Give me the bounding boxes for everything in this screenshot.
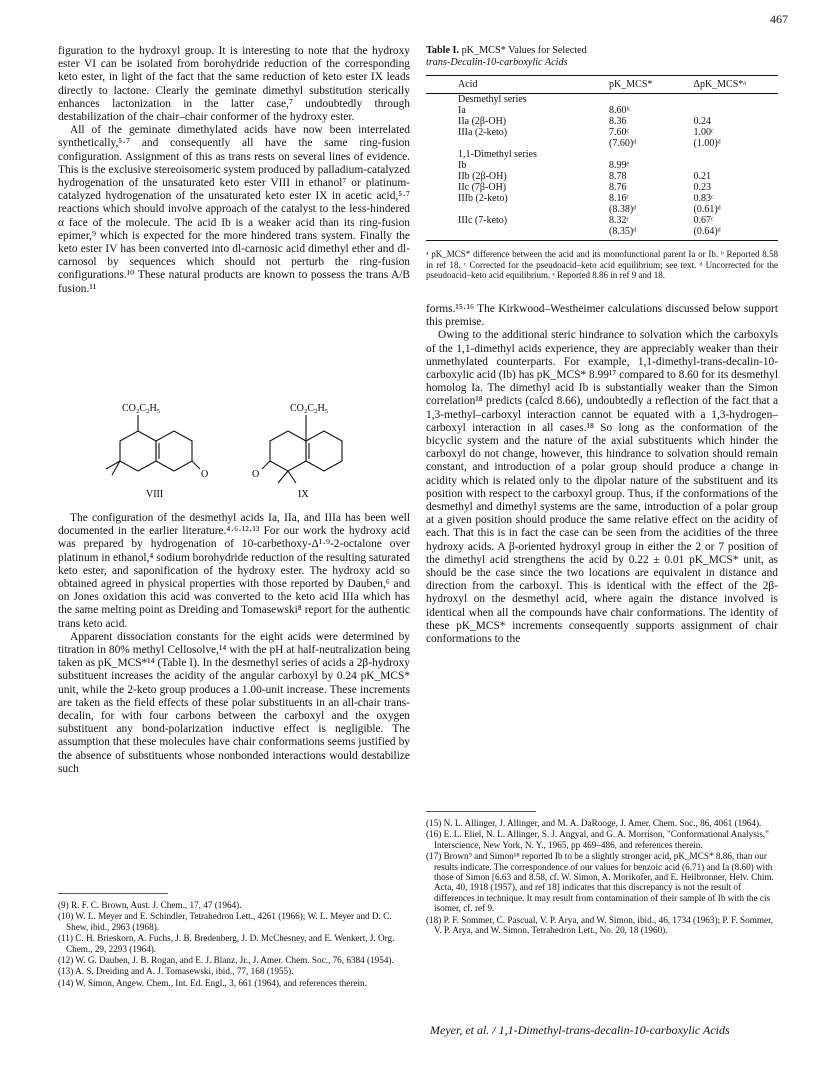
cell-acid: Ib (458, 160, 467, 171)
cell-pk: 8.16ᶜ (609, 193, 630, 204)
cell-dpk: (0.64)ᵈ (694, 226, 778, 241)
table-row (426, 105, 778, 116)
footnote: (13) A. S. Dreiding and A. J. Tomasewski, ibid., 77, 168 (1955). (58, 966, 294, 977)
structure-viii-oxygen: O (201, 469, 209, 480)
table-title (426, 45, 778, 57)
acid-table (426, 75, 778, 241)
paragraph: figuration to the hydroxyl group. It is interesting to note that the hydroxy ester VI can be isolated from borohydride reduction of the corresponding keto ester, in light of the fact that the same reduction of keto ester IX leads directly to lactone. Clearly the geminate dimethyl substitution sterically enhances lactonization in the latter case,⁷ undoubtedly through destabilization of the chair–chair conformer of the hydroxy ester. (58, 45, 410, 124)
cell-dpk: 0.23 (693, 182, 712, 193)
chemical-structures (70, 393, 400, 508)
footnote: (17) Brown⁹ and Simon¹⁸ reported Ib to be a slightly stronger acid, pK_MCS* 8.86, than our results indicate. The correspondence of our values for benzoic acid (6.71) and Ia (8.60) with those of Simon [6.63 and 8.58, cf. W. Simon, A. Morikofer, and E. Heilbronner, Helv. Chim. Acta, 40, 1918 (1957), and ref 18] indicates that this discrepancy is not the result of differences in technique. It may result from contamination of their sample of Ib with the cis isomer, cf. ref 9. (426, 851, 774, 914)
table-1 (426, 45, 778, 281)
structure-ix (262, 415, 342, 483)
footnote: (11) C. H. Brieskorn, A. Fuchs, J. B. Bredenberg, J. D. McChesney, and E. Wenkert, J. Org. Chem., 29, 2293 (1964). (58, 933, 395, 954)
paragraph: Owing to the additional steric hindrance to solvation which the carboxyls of the 1,1-dimethyl acids experience, they are appreciably weaker than their unmethylated counterparts. For example, 1,1-dimethyl-trans-decalin-10-carboxylic acid (Ib) has pK_MCS* 8.99¹⁷ compared to 8.60 for its desmethyl homolog Ia. The dimethyl acid Ib is substantially weaker than the Simon correlation¹⁸ predicts (calcd 8.66), undoubtedly a reflection of the fact that a 1,3-methyl–carboxyl interaction cannot be equated with a 1,3-hydrogen–carboxyl interaction in all cases.¹⁸ So long as the conformation of the bicyclic system and the nature of the axial substituents which hinder the carboxyl do not change, however, this hindrance to solvation should remain constant, and introduction of a polar group should produce a change in acidity which is related only to the dipolar nature of the substituent and its position with respect to the carboxyl group. Thus, if the conformations of the desmethyl and dimethyl systems are the same, introduction of a polar group at a given position should produce the same relative effect on the acidity of each. That this is in fact the case can be seen from the acidities of the three hydroxy acids. A β-oriented hydroxyl group in either the 2 or 7 position of the dimethyl acid strengthens the acid by 0.22 ± 0.01 pK_MCS* unit, as should be the case since the two locations are equivalent in distance and direction from the carboxyl. This is identical with the effect of the 2β-hydroxyl on the desmethyl acid, where again the distance involved is identical when all the compounds have chair conformations. The identity of these pK_MCS* increments consequently supports assignment of chair conformations to the (426, 329, 778, 646)
cell-acid (426, 204, 609, 215)
paragraph: All of the geminate dimethylated acids have now been interrelated synthetically,⁵·⁷ and consequently all have the same ring-fusion configuration. Assignment of this as trans rests on several lines of evidence. This is the exclusive stereoisomeric system produced by palladium-catalyzed hydrogenation of the unsaturated keto ester VIII in ethanol⁷ or platinum-catalyzed hydrogenation of the unsaturated keto ester IX in acetic acid,⁵·⁷ reactions which should involve approach of the catalyst to the less-hindered α face of the molecule. The acid Ib is a weaker acid than its ring-fusion epimer,⁹ which is expected for the more hindered trans system. Finally the keto ester IV has been converted into dl-carnosic acid dimethyl ether and dl-carnosol by sequences which should not perturb the ring-fusion configurations.¹⁰ These natural products are known to possess the trans A/B fusion.¹¹ (58, 124, 410, 295)
cell-dpk (694, 160, 778, 171)
cell-pk: 8.78 (609, 171, 627, 182)
paragraph: The configuration of the desmethyl acids Ia, IIa, and IIIa has been well documented in the earlier literature.⁴·⁶·¹²·¹³ For our work the hydroxy acid was prepared by hydrogenation of 10-carbethoxy-Δ¹·⁹-2-octalone over platinum in ethanol,⁴ sodium borohydride reduction of the resulting saturated keto ester, and saponification of the hydroxy ester. The hydroxy acid so obtained agreed in physical properties with those reported by Dauben,⁶ and on Jones oxidation this acid was converted to the keto acid IIIa which has the same melting point as Dreiding and Tomasewski⁸ report for the authentic trans keto acid. (58, 512, 410, 630)
cell-acid: IIa (2β-OH) (458, 116, 507, 127)
cell-pk: 8.99ᵉ (609, 160, 630, 171)
table-row (426, 94, 778, 106)
footnote: (15) N. L. Allinger, J. Allinger, and M. A. DaRooge, J. Amer. Chem. Soc., 86, 4061 (1964). (426, 818, 762, 828)
left-column-bottom (58, 512, 410, 776)
cell-pk: (8.38)ᵈ (609, 204, 637, 215)
cell-dpk: 0.24 (693, 116, 712, 127)
table-row (426, 182, 778, 193)
table-header-row (426, 76, 778, 94)
cell-acid: IIb (2β-OH) (458, 171, 507, 182)
page-number: 467 (770, 12, 788, 26)
footnote: (18) P. F. Sommer, C. Pascual, V. P. Arya, and W. Simon, ibid., 46, 1734 (1963); P. F. Sommer, V. P. Arya, and W. Simon, Tetrahedron Lett., No. 20, 18 (1960). (426, 914, 774, 936)
table-title-text: pK_MCS* Values for Selected (459, 45, 587, 56)
footnote-rule-left (58, 893, 168, 894)
cell-dpk: 0.21 (693, 171, 712, 182)
table-row (426, 149, 778, 160)
group-label: 1,1-Dimethyl series (458, 149, 537, 160)
cell-acid (426, 226, 609, 241)
cell-pk: (8.35)ᵈ (609, 226, 693, 241)
cell-pk: 7.60ᶜ (609, 127, 630, 138)
table-row (426, 226, 778, 241)
cell-pk: (7.60)ᵈ (609, 138, 637, 149)
paragraph: forms.¹⁵·¹⁶ The Kirkwood–Westheimer calculations discussed below support this premise. (426, 303, 778, 329)
cell-acid: IIIa (2-keto) (458, 127, 508, 138)
table-subtitle: trans-Decalin-10-carboxylic Acids (426, 57, 568, 68)
header-pk: pK_MCS* (609, 76, 693, 94)
footnote: (10) W. L. Meyer and E. Schindler, Tetrahedron Lett., 4261 (1966); W. L. Meyer and D. C. Shew, ibid., 2963 (1968). (58, 911, 392, 932)
table-row (426, 193, 778, 204)
footnote: (16) E. L. Eliel, N. L. Allinger, S. J. Angyal, and G. A. Morrison, "Conformational Analysis," Interscience, New York, N. Y., 1965, pp 469–486, and references therein. (426, 829, 769, 850)
structure-viii-label: VIII (146, 489, 164, 500)
footnote: (14) W. Simon, Angew. Chem., Int. Ed. Engl., 3, 661 (1964), and references therein. (58, 977, 367, 988)
table-row (426, 160, 778, 171)
structure-ix-oxygen: O (252, 469, 260, 480)
cell-dpk: 0.83ᶜ (693, 193, 714, 204)
header-dpk: ΔpK_MCS*ᵃ (694, 76, 778, 94)
cell-acid: IIIb (2-keto) (458, 193, 508, 204)
running-footer: Meyer, et al. / 1,1-Dimethyl-trans-decalin-10-carboxylic Acids (430, 1023, 730, 1037)
structure-viii-substituent: CO₂C₂H₅ (122, 403, 161, 414)
table-label: Table I. (426, 45, 460, 56)
cell-acid: IIc (7β-OH) (458, 182, 507, 193)
cell-dpk (694, 105, 778, 116)
footnotes-right (426, 818, 778, 936)
cell-dpk: (0.61)ᵈ (693, 204, 721, 215)
table-row (426, 116, 778, 127)
cell-dpk: 0.67ᶜ (693, 215, 714, 226)
cell-pk: 8.76 (609, 182, 627, 193)
cell-dpk: (1.00)ᵈ (693, 138, 721, 149)
table-row (426, 215, 778, 226)
structure-ix-label: IX (298, 489, 309, 500)
table-row (426, 127, 778, 138)
right-column (426, 303, 778, 646)
footnotes-left (58, 900, 410, 989)
footnote: (12) W. G. Dauben, J. B. Rogan, and E. J. Blanz, Jr., J. Amer. Chem. Soc., 76, 6384 (1954). (58, 955, 394, 966)
table-row (426, 204, 778, 215)
table-row (426, 138, 778, 149)
footnote: (9) R. F. C. Brown, Aust. J. Chem., 17, 47 (1964). (58, 900, 242, 910)
paragraph: Apparent dissociation constants for the eight acids were determined by titration in 80% methyl Cellosolve,¹⁴ with the pH at half-neutralization being taken as pK_MCS*¹⁴ (Table I). In the desmethyl series of acids a 2β-hydroxy substituent increases the acidity of the angular carboxyl by 0.24 pK_MCS* unit, while the 2-keto group produces a 1.00-unit increase. These increments are taken as the field effects of these polar substituents in an all-chair trans-decalin, for with four carbons between the carboxyl and the oxygen substituent any bond-polarization inductive effect is negligible. The assumption that these molecules have chair conformations seems justified by the absence of substituents whose nonbonded interactions would destabilize such (58, 630, 410, 775)
structure-viii (106, 415, 200, 475)
structures-svg (70, 393, 400, 508)
table-row (426, 171, 778, 182)
cell-pk: 8.60ᵇ (609, 105, 630, 116)
cell-pk: 8.32ᶜ (609, 215, 630, 226)
cell-acid: IIIc (7-keto) (458, 215, 508, 226)
table-footnote: ᵃ pK_MCS* difference between the acid and its monofunctional parent Ia or Ib. ᵇ Reported 8.58 in ref 18. ᶜ Corrected for the pseudoacid–keto acid equilibrium; see text. ᵈ Uncorrected for the pseudoacid–keto acid equilibrium. ᵉ Reported 8.86 in ref 9 and 18. (426, 249, 778, 281)
group-label: Desmethyl series (458, 94, 527, 105)
cell-dpk: 1.00ᶜ (693, 127, 714, 138)
structure-ix-substituent: CO₂C₂H₅ (290, 403, 329, 414)
cell-pk: 8.36 (609, 116, 627, 127)
footnote-rule-right (426, 811, 536, 812)
left-column-top (58, 45, 410, 296)
header-acid: Acid (426, 76, 609, 94)
cell-acid: Ia (458, 105, 466, 116)
cell-acid (426, 138, 609, 149)
